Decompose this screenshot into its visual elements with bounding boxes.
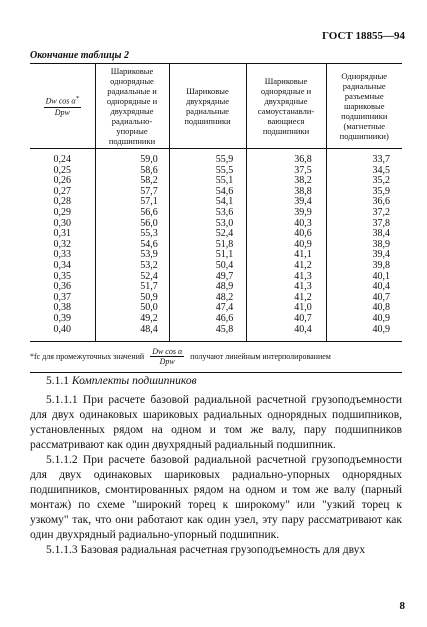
value-cell: 50,4 [169,261,246,272]
table-row [30,149,402,166]
value-cell: 33,7 [326,149,402,166]
value-cell: 40,8 [326,303,402,314]
value-cell: 46,6 [169,314,246,325]
ratio-denominator: Dpw [54,107,70,117]
value-cell: 41,3 [246,272,326,283]
value-cell: 56,6 [95,208,169,219]
value-cell: 39,4 [326,250,402,261]
value-cell: 57,7 [95,187,169,198]
section-number: 5.1.1 [46,375,69,387]
ratio-fraction [44,94,81,118]
value-cell: 53,9 [95,250,169,261]
value-cell: 54,1 [169,197,246,208]
value-cell: 58,2 [95,176,169,187]
table-row [30,208,402,219]
value-cell: 40,4 [246,325,326,342]
value-cell: 40,9 [326,325,402,342]
value-cell: 58,6 [95,166,169,177]
ratio-cell: 0,36 [30,282,95,293]
section-title: Комплекты подшипников [71,375,197,387]
value-cell: 55,3 [95,229,169,240]
value-cell: 36,6 [326,197,402,208]
footnote-numerator: Dw cos α [152,347,183,356]
value-cell: 53,6 [169,208,246,219]
value-cell: 48,4 [95,325,169,342]
ratio-cell: 0,34 [30,261,95,272]
table-caption: Окончание таблицы 2 [30,50,129,61]
value-cell: 39,4 [246,197,326,208]
ratio-cell: 0,29 [30,208,95,219]
value-cell: 41,1 [246,250,326,261]
data-table [30,63,402,342]
body-text [30,368,402,558]
header-col-4: Шариковые однорядные и двухрядные самоустанавли-вающиеся подшипники [246,64,326,149]
header-col-5: Однорядные радиальные разъемные шариковые подшипники (магнетные подшипники) [326,64,402,149]
ratio-cell: 0,24 [30,149,95,166]
value-cell: 50,0 [95,303,169,314]
ratio-cell: 0,33 [30,250,95,261]
value-cell: 38,9 [326,240,402,251]
value-cell: 45,8 [169,325,246,342]
ratio-cell: 0,26 [30,176,95,187]
ratio-numerator: Dw cos α [45,96,76,106]
value-cell: 40,1 [326,272,402,283]
ratio-cell: 0,37 [30,293,95,304]
footnote-fraction [150,347,184,366]
value-cell: 51,8 [169,240,246,251]
page-number: 8 [399,600,405,612]
header-ratio [30,64,95,149]
value-cell: 40,4 [326,282,402,293]
value-cell: 40,3 [246,219,326,230]
ratio-cell: 0,40 [30,325,95,342]
paragraph-5-1-1-3: 5.1.1.3 Базовая радиальная расчетная грузоподъемность для двух [46,544,366,556]
value-cell: 40,9 [326,314,402,325]
value-cell: 53,2 [95,261,169,272]
header-col-3: Шариковые двухрядные радиальные подшипники [169,64,246,149]
value-cell: 41,3 [246,282,326,293]
value-cell: 37,2 [326,208,402,219]
value-cell: 37,5 [246,166,326,177]
ratio-cell: 0,39 [30,314,95,325]
footnote-text-post: получают линейным интерполированием [190,352,331,361]
ratio-cell: 0,25 [30,166,95,177]
ratio-cell: 0,30 [30,219,95,230]
ratio-cell: 0,35 [30,272,95,283]
paragraph-5-1-1-1: 5.1.1.1 При расчете базовой радиальной расчетной грузоподъемности для двух одинаковых шариковых радиальных однорядных подшипников, установленных рядом на одном и том же валу, пару подшипников рассматривают как один двухрядный радиальный подшипник. [30,394,402,451]
value-cell: 52,4 [95,272,169,283]
ratio-cell: 0,32 [30,240,95,251]
ratio-cell: 0,28 [30,197,95,208]
value-cell: 36,8 [246,149,326,166]
ratio-cell: 0,27 [30,187,95,198]
value-cell: 48,2 [169,293,246,304]
value-cell: 39,8 [326,261,402,272]
value-cell: 34,5 [326,166,402,177]
value-cell: 49,7 [169,272,246,283]
table-body [30,149,402,342]
value-cell: 41,2 [246,293,326,304]
table-row [30,261,402,272]
value-cell: 59,0 [95,149,169,166]
paragraph-5-1-1-2: 5.1.1.2 При расчете базовой радиальной расчетной грузоподъемности для двух одинаковых шариковых радиально-упорных однорядных подшипников, смонтированных рядом на одном и том же валу (парный монтаж) по схеме "широкий торец к широкому" или "узкий торец к узкому" так, что они работают как один узел, эту пару рассматривают как один двухрядный радиально-упорный подшипник. [30,454,402,541]
value-cell: 40,7 [326,293,402,304]
value-cell: 35,9 [326,187,402,198]
value-cell: 40,6 [246,229,326,240]
footnote-text-pre: *fc для промежуточных значений [30,352,145,361]
value-cell: 40,9 [246,240,326,251]
value-cell: 37,8 [326,219,402,230]
value-cell: 40,7 [246,314,326,325]
table-row [30,314,402,325]
value-cell: 55,9 [169,149,246,166]
footnote-denominator: Dpw [159,357,175,366]
ratio-cell: 0,38 [30,303,95,314]
value-cell: 52,4 [169,229,246,240]
section-heading [30,374,402,389]
value-cell: 55,1 [169,176,246,187]
value-cell: 41,2 [246,261,326,272]
ratio-cell: 0,31 [30,229,95,240]
table-row [30,325,402,342]
value-cell: 51,1 [169,250,246,261]
value-cell: 49,2 [95,314,169,325]
ratio-mark: * [75,95,79,103]
value-cell: 41,0 [246,303,326,314]
value-cell: 57,1 [95,197,169,208]
value-cell: 35,2 [326,176,402,187]
value-cell: 55,5 [169,166,246,177]
value-cell: 56,0 [95,219,169,230]
value-cell: 54,6 [169,187,246,198]
value-cell: 51,7 [95,282,169,293]
value-cell: 39,9 [246,208,326,219]
standard-header: ГОСТ 18855—94 [322,30,405,42]
table-header-row [30,64,402,149]
value-cell: 38,8 [246,187,326,198]
value-cell: 38,2 [246,176,326,187]
value-cell: 47,4 [169,303,246,314]
header-col-2: Шариковые однорядные радиальные и однорядные и двухрядные радиально-упорные подшипники [95,64,169,149]
value-cell: 53,0 [169,219,246,230]
value-cell: 50,9 [95,293,169,304]
value-cell: 54,6 [95,240,169,251]
value-cell: 48,9 [169,282,246,293]
value-cell: 38,4 [326,229,402,240]
